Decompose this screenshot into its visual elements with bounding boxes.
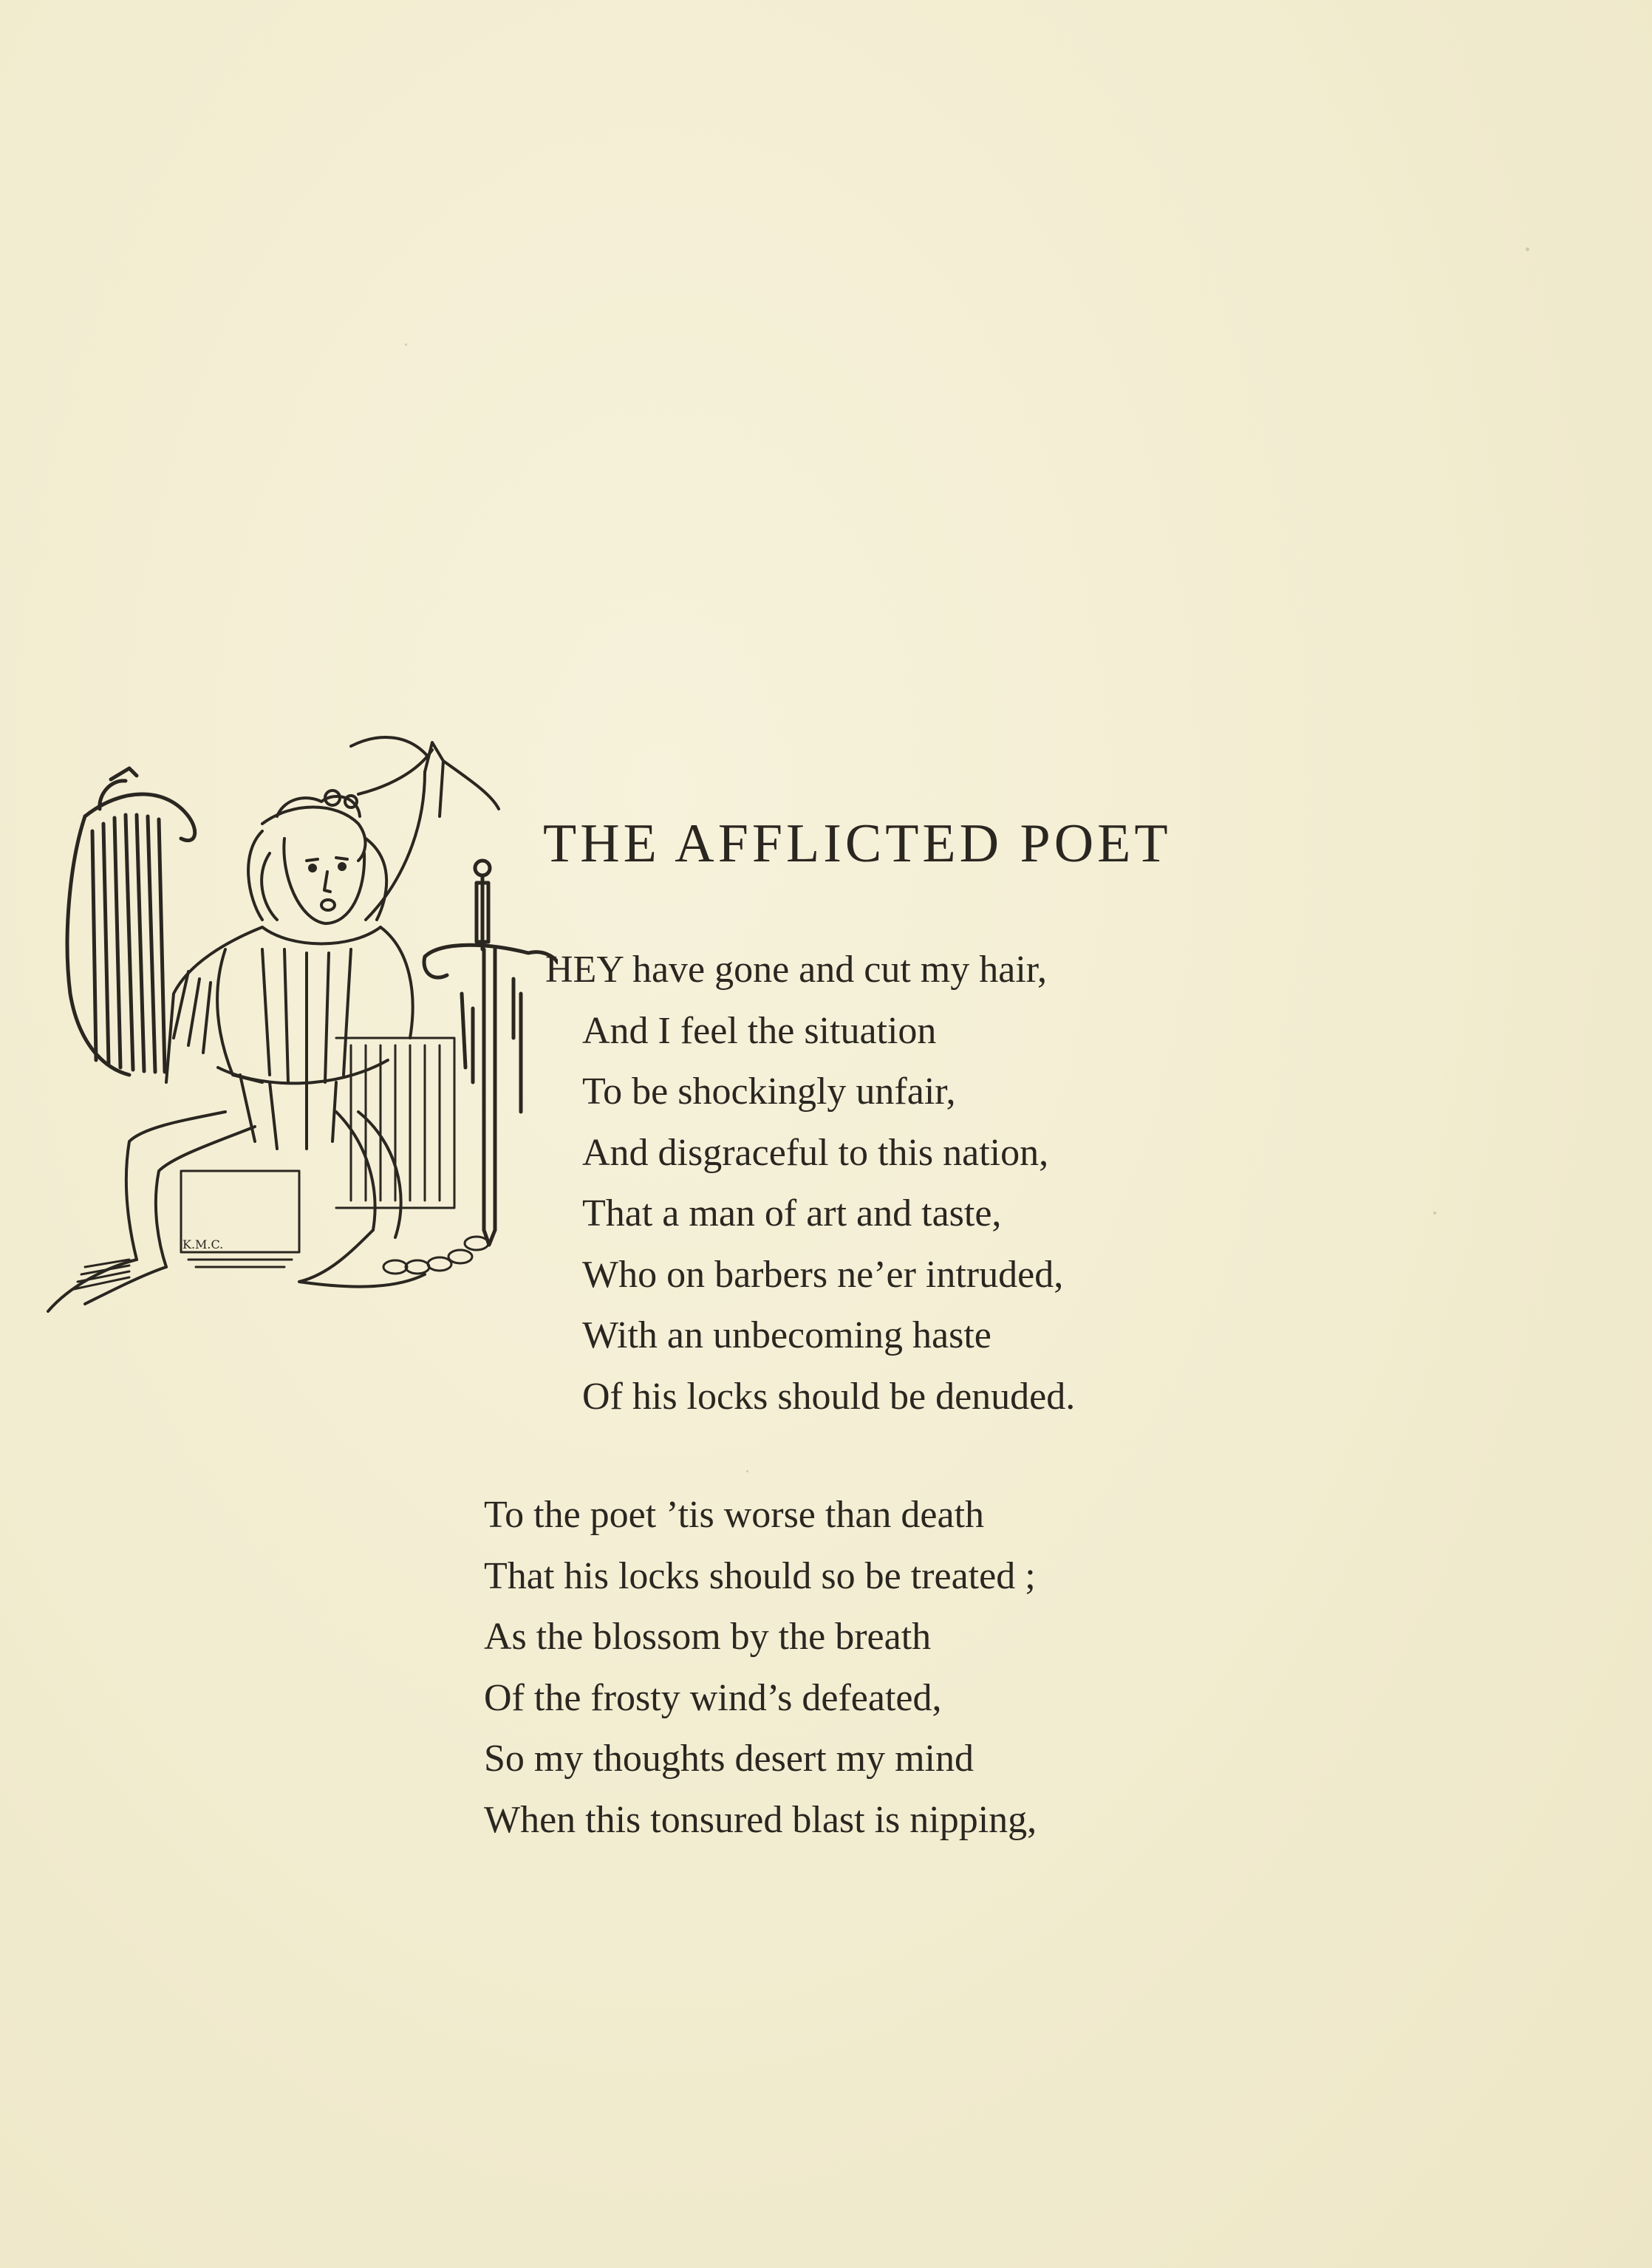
poem-title: THE AFFLICTED POET: [543, 813, 1172, 874]
stanza-2: [484, 1485, 1037, 1851]
poem-line: And disgraceful to this nation,: [582, 1131, 1049, 1174]
chain: [383, 1237, 488, 1274]
poem-line: Who on barbers ne’er intruded,: [582, 1253, 1064, 1296]
sword-t-icon: [424, 861, 558, 1245]
poem-line: When this tonsured blast is nipping,: [484, 1798, 1037, 1841]
poem-line: So my thoughts desert my mind: [484, 1738, 974, 1780]
jester-legs: [48, 1112, 425, 1311]
jester-harp-illustration: [41, 728, 558, 1341]
paper-speck: [1433, 1212, 1436, 1215]
poem-line: That a man of art and taste,: [582, 1192, 1002, 1234]
poem-line: With an unbecoming haste: [582, 1314, 991, 1356]
poem-line: To be shockingly unfair,: [582, 1070, 956, 1113]
poem-line: Of the frosty wind’s defeated,: [484, 1676, 942, 1719]
poem-line: As the blossom by the breath: [484, 1616, 932, 1658]
paper-speck: [746, 1470, 748, 1472]
poem-line: And I feel the situation: [582, 1009, 937, 1052]
paper-speck: [405, 344, 407, 346]
stanza-1: [545, 940, 1076, 1427]
jester-head: [248, 790, 386, 923]
poem-line: That his locks should so be treated ;: [484, 1554, 1036, 1597]
poem-line: Of his locks should be denuded.: [582, 1375, 1076, 1418]
paper-speck: [1526, 247, 1529, 251]
poem-line: HEY have gone and cut my hair,: [545, 949, 1047, 991]
artist-signature: K.M.C.: [182, 1237, 224, 1251]
poem-line: To the poet ’tis worse than death: [484, 1494, 985, 1536]
